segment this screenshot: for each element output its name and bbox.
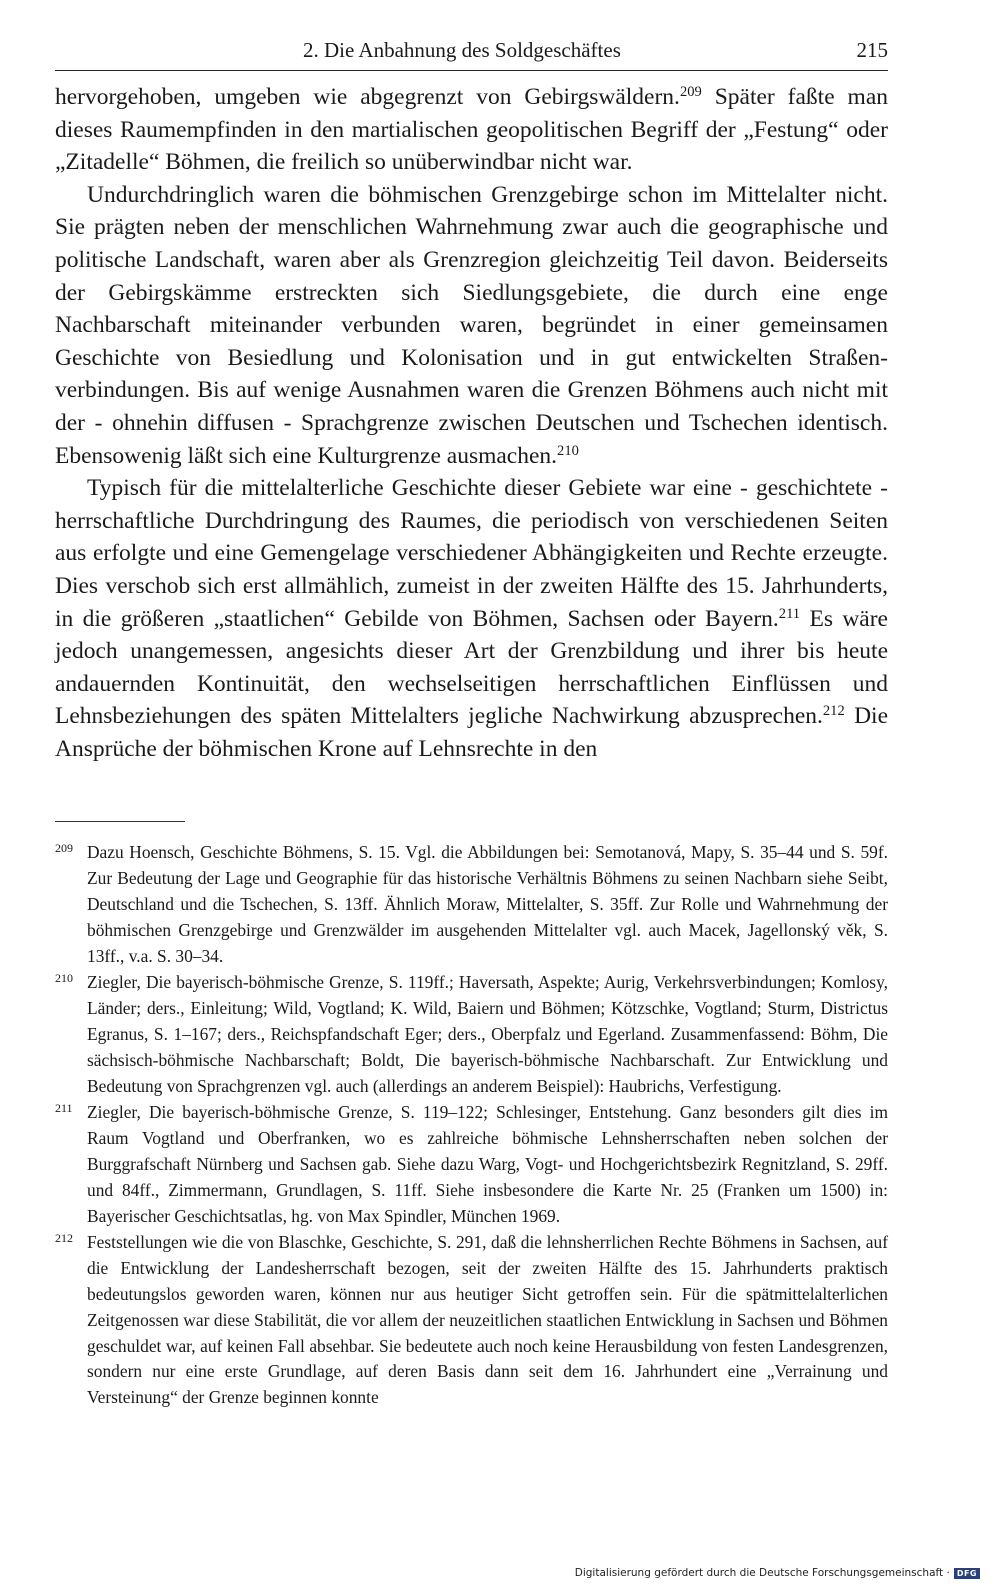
paragraph-3: Typisch für die mittelalterliche Geschichte dieser Gebiete war eine - geschichtete - herrschaftliche Durchdringung des Raumes, die periodisch von verschiedenen Seiten aus erfolgte und eine Gemengelage verschiedener Abhängigkeiten und Rechte erzeugte. Dies verschob sich erst allmählich, zumeist in der zweiten Hälfte des 15. Jahrhunderts, in die größeren „staatlichen“ Gebilde von Böhmen, Sachsen oder Bayern.$^{211}$ Es wäre jedoch unangemessen, angesichts dieser Art der Grenzbildung und ihrer bis heute andauernden Kontinuität, den wechselseitigen herrschaftlichen Einflüssen und Lehnsbeziehungen des späten Mittelalters jegliche Nachwirkung abzusprechen.$^{212}$ Die Ansprüche der böhmischen Krone auf Lehnsrechte in den bbox=[55, 475, 888, 762]
digitization-credit bbox=[575, 1567, 980, 1579]
footnote-ref-209[interactable]: 209 bbox=[679, 84, 702, 100]
footnote-number: 212 bbox=[55, 1231, 73, 1246]
footnote-number: 211 bbox=[55, 1101, 73, 1116]
footnote-209 bbox=[55, 840, 888, 969]
main-text bbox=[55, 81, 888, 765]
credit-text: Digitalisierung gefördert durch die Deutsche Forschungsgemeinschaft · bbox=[574, 1567, 950, 1579]
dfg-logo-icon: DFG bbox=[954, 1568, 980, 1579]
footnote-210 bbox=[55, 970, 888, 1099]
page-number: 215 bbox=[856, 38, 888, 62]
footnote-number: 209 bbox=[55, 841, 73, 856]
running-header bbox=[55, 32, 888, 71]
footnote-divider bbox=[55, 821, 185, 822]
footnote-ref-210[interactable]: 210 bbox=[557, 442, 579, 459]
footnote-211 bbox=[55, 1100, 888, 1229]
paragraph-1: hervorgehoben, umgeben wie abgegrenzt von Gebirgswäldern.$^{209}$ Später faßte man dieses Raumempfinden in den martialischen geopolitischen Begriff der „Festung“ oder „Zitadelle“ Böhmen, die freilich so unüberwindbar nicht war. bbox=[55, 84, 889, 176]
footnote-212 bbox=[55, 1230, 888, 1411]
chapter-title: 2. Die Anbahnung des Soldgeschäftes bbox=[303, 38, 621, 62]
footnote-ref-212[interactable]: 212 bbox=[822, 703, 845, 720]
footnotes bbox=[55, 840, 888, 1411]
footnote-text: Dazu Hoensch, Geschichte Böhmens, S. 15. Vgl. die Abbildungen bei: Semotanová, Mapy, S. 35–44 und S. 59f. Zur Bedeutung der Lage und Geographie für das historische Verhältnis Böhmens zu seinen Nachbarn siehe Seibt, Deutschland und die Tschechen, S. 13ff. Ähnlich Moraw, Mittelalter, S. 35ff. Zur Rolle und Wahrnehmung der böhmischen Grenzgebirge und Grenzwälder im ausgehenden Mittelalter vgl. auch Macek, Jagellonský věk, S. 13ff., v.a. S. 30–34. bbox=[87, 842, 888, 966]
book-page bbox=[55, 32, 888, 1412]
footnote-ref-211[interactable]: 211 bbox=[778, 605, 801, 622]
footnote-number: 210 bbox=[55, 971, 73, 986]
paragraph-2: Undurchdringlich waren die böhmischen Grenzgebirge schon im Mittelalter nicht. Sie prägten neben der menschlichen Wahrnehmung zwar auch die geographische und politische Landschaft, waren aber als Grenzregion gleichzeitig Teil davon. Beiderseits der Gebirgskämme erstreckten sich Siedlungsgebiete, die durch eine enge Nachbarschaft miteinander verbunden waren, begründet in einer gemeinsamen Geschichte von Besiedlung und Kolonisation und in gut entwickelten Straßenverbindungen. Bis auf wenige Ausnahmen waren die Grenzen Böhmens auch nicht mit der - ohnehin diffusen - Sprachgrenze zwischen Deutschen und Tschechen identisch. Ebensowenig läßt sich eine Kulturgrenze ausmachen.$^{210}$ bbox=[55, 181, 888, 469]
footnote-text: Ziegler, Die bayerisch-böhmische Grenze, S. 119ff.; Haversath, Aspekte; Aurig, Verkehrsverbindungen; Komlosy, Länder; ders., Einleitung; Wild, Vogtland; K. Wild, Baiern und Böhmen; Kötzschke, Vogtland; Sturm, Districtus Egranus, S. 1–167; ders., Reichspfandschaft Eger; ders., Oberpfalz und Egerland. Zusammenfassend: Böhm, Die sächsisch-böhmische Nachbarschaft; Boldt, Die bayerisch-böhmische Nachbarschaft. Zur Entwicklung und Bedeutung von Sprachgrenzen vgl. auch (allerdings an anderem Beispiel): Haubrichs, Verfestigung. bbox=[87, 972, 888, 1096]
footnote-text: Feststellungen wie die von Blaschke, Geschichte, S. 291, daß die lehnsherrlichen Rechte Böhmens in Sachsen, auf die Entwicklung der Landesherrschaft bezogen, seit der zweiten Hälfte des 15. Jahrhunderts praktisch bedeutungslos geworden waren, können nur aus heutiger Sicht getroffen sein. Für die spätmittelalterlichen Zeitgenossen war diese Stabilität, die vor allem der neuzeitlichen staatlichen Entwicklung in Sachsen und Böhmen geschuldet war, auf keinen Fall absehbar. Sie bedeutete auch noch keine Herausbildung von festen Landesgrenzen, sondern nur eine erste Grundlage, auf deren Basis dann seit dem 16. Jahrhundert eine „Verrainung und Versteinung“ der Grenze beginnen konnte bbox=[87, 1232, 888, 1408]
footnote-text: Ziegler, Die bayerisch-böhmische Grenze, S. 119–122; Schlesinger, Entstehung. Ganz besonders gilt dies im Raum Vogtland und Oberfranken, wo es zahlreiche böhmische Lehnsherrschaften neben solchen der Burggrafschaft Nürnberg und Sachsen gab. Siehe dazu Warg, Vogt- und Hochgerichtsbezirk Regnitzland, S. 29ff. und 84ff., Zimmermann, Grundlagen, S. 11ff. Siehe insbesondere die Karte Nr. 25 (Franken um 1500) in: Bayerischer Geschichtsatlas, hg. von Max Spindler, München 1969. bbox=[87, 1102, 888, 1226]
